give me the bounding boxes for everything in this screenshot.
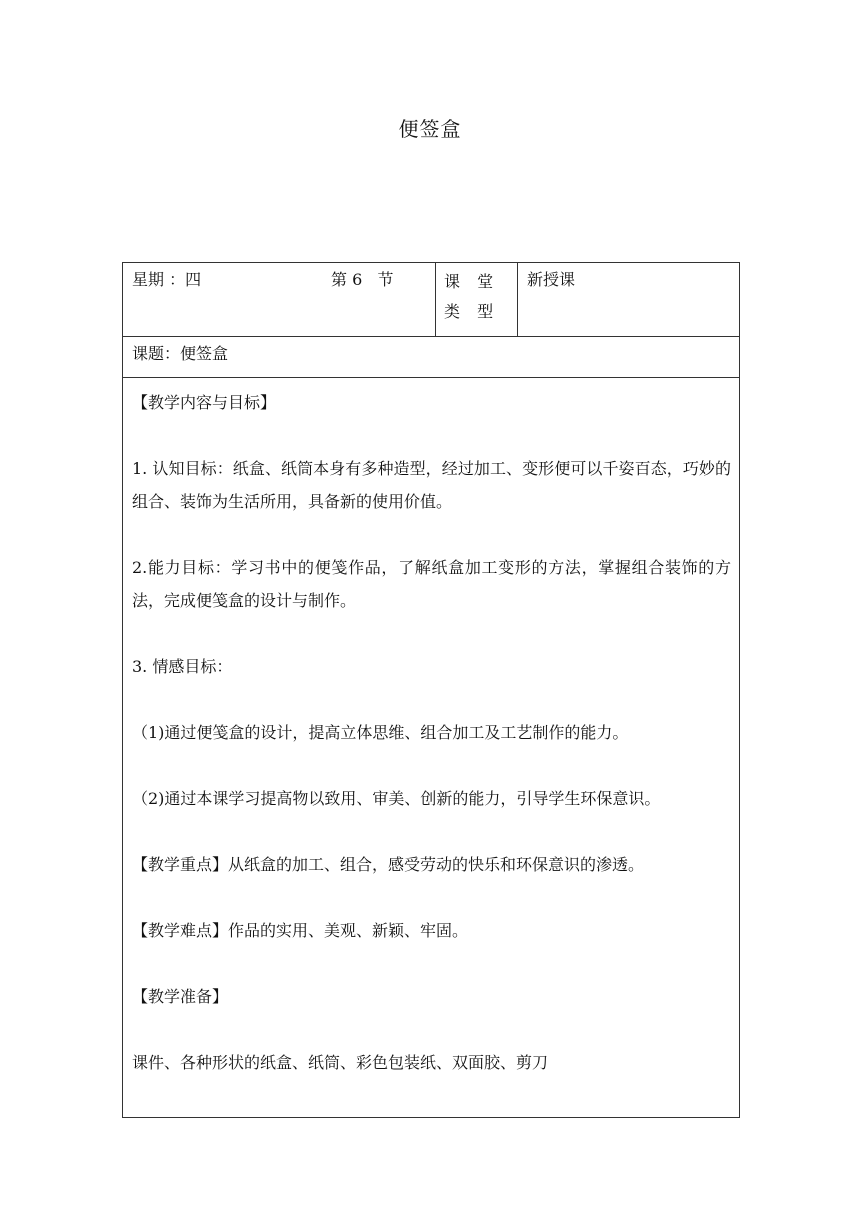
page-title: 便签盒 — [398, 117, 462, 141]
preparation-materials: 课件、各种形状的纸盒、纸筒、彩色包装纸、双面胶、剪刀 — [132, 1053, 549, 1072]
objective-emotion-2: （2)通过本课学习提高物以致用、审美、创新的能力，引导学生环保意识。 — [132, 789, 661, 808]
period-text: 第 6 节 — [331, 270, 394, 289]
lesson-table — [122, 262, 740, 1118]
objectives-heading: 【教学内容与目标】 — [132, 393, 277, 412]
class-type-label: 课 堂 类 型 — [436, 263, 518, 337]
preparation-heading: 【教学准备】 — [132, 987, 229, 1006]
lesson-content-cell — [123, 378, 740, 1118]
objective-emotion: 3. 情感目标： — [132, 657, 233, 676]
objective-emotion-1: （1)通过便笺盒的设计，提高立体思维、组合加工及工艺制作的能力。 — [132, 723, 629, 742]
lesson-topic: 课题：便签盒 — [123, 337, 740, 378]
objective-cognitive: 1. 认知目标：纸盒、纸筒本身有多种造型，经过加工、变形便可以千姿百态，巧妙的组合、装饰为生活所用，具备新的使用价值。 — [132, 459, 731, 511]
lesson-topic-row — [123, 337, 740, 378]
teaching-key-points: 【教学重点】从纸盒的加工、组合，感受劳动的快乐和环保意识的渗透。 — [132, 855, 645, 874]
weekday-text: 星期 ：四 — [132, 270, 202, 289]
lesson-content-row — [123, 378, 740, 1118]
teaching-difficulties: 【教学难点】作品的实用、美观、新颖、牢固。 — [132, 921, 469, 940]
class-type-value: 新授课 — [518, 263, 740, 337]
objective-ability: 2.能力目标：学习书中的便笺作品，了解纸盒加工变形的方法，掌握组合装饰的方法，完成便笺盒的设计与制作。 — [132, 558, 731, 610]
lesson-header-row — [123, 263, 740, 337]
day-period-cell — [123, 263, 436, 337]
